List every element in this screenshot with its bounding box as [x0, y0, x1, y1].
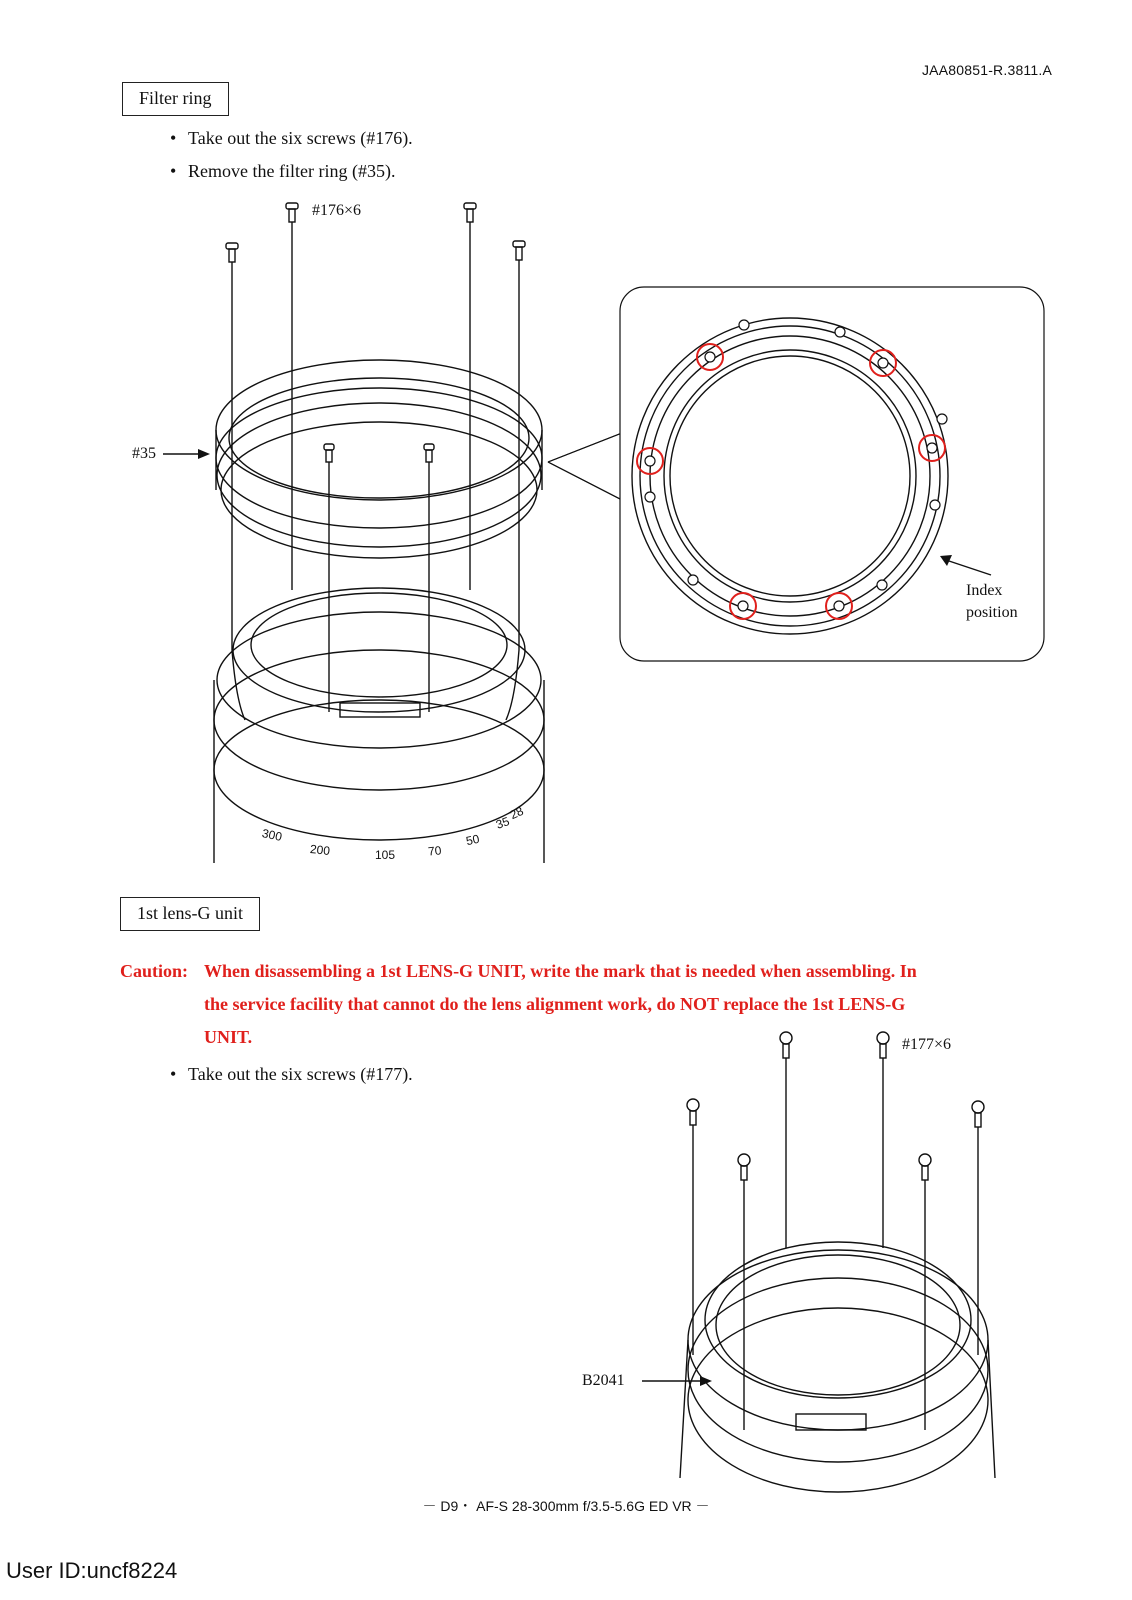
- scale-number: 50: [464, 831, 481, 849]
- screw-icon: [738, 1154, 750, 1180]
- document-id: JAA80851-R.3811.A: [921, 62, 1052, 78]
- scale-number: 70: [427, 843, 443, 859]
- page-footer: － D9・ AF-S 28-300mm f/3.5-5.6G ED VR －: [422, 1498, 710, 1514]
- index-label-line1: Index: [966, 582, 1003, 599]
- screw-icon: [780, 1032, 792, 1058]
- user-id-watermark: User ID:uncf8224: [6, 1558, 178, 1583]
- index-label-line2: position: [966, 604, 1018, 621]
- scale-number: 300: [260, 826, 284, 844]
- caution-label: Caution:: [120, 961, 189, 981]
- arrow-icon: [700, 1376, 712, 1386]
- scale-number: 28: [507, 803, 526, 823]
- screw-icon: [687, 1099, 699, 1125]
- section-title-1st-lens-g-unit: 1st lens-G unit: [120, 897, 260, 931]
- screw-count-label-177: #177×6: [902, 1036, 952, 1053]
- caution-line-2: the service facility that cannot do the lens alignment work, do NOT replace the 1st LENS-G: [204, 994, 906, 1014]
- screw-count-label-176: #176×6: [312, 202, 362, 219]
- part-label-35: #35: [132, 445, 156, 462]
- bullet-icon: •: [170, 161, 177, 181]
- caution-line-3: UNIT.: [204, 1027, 253, 1047]
- list-item-text: Remove the filter ring (#35).: [188, 161, 396, 181]
- screw-icon: [877, 1032, 889, 1058]
- caution-line-1: When disassembling a 1st LENS-G UNIT, write the mark that is needed when assembling. In: [204, 961, 917, 981]
- bullet-icon: •: [170, 128, 177, 148]
- bullet-icon: •: [170, 1064, 177, 1084]
- scale-number: 200: [309, 841, 331, 859]
- list-item-text: Take out the six screws (#176).: [188, 128, 413, 148]
- screw-icon: [972, 1101, 984, 1127]
- scale-number: 105: [375, 848, 396, 862]
- list-item-text: Take out the six screws (#177).: [188, 1064, 413, 1084]
- scale-number: 35: [494, 814, 512, 832]
- part-label-b2041: B2041: [582, 1372, 625, 1389]
- screw-icon: [919, 1154, 931, 1180]
- section-title-filter-ring: Filter ring: [122, 82, 229, 116]
